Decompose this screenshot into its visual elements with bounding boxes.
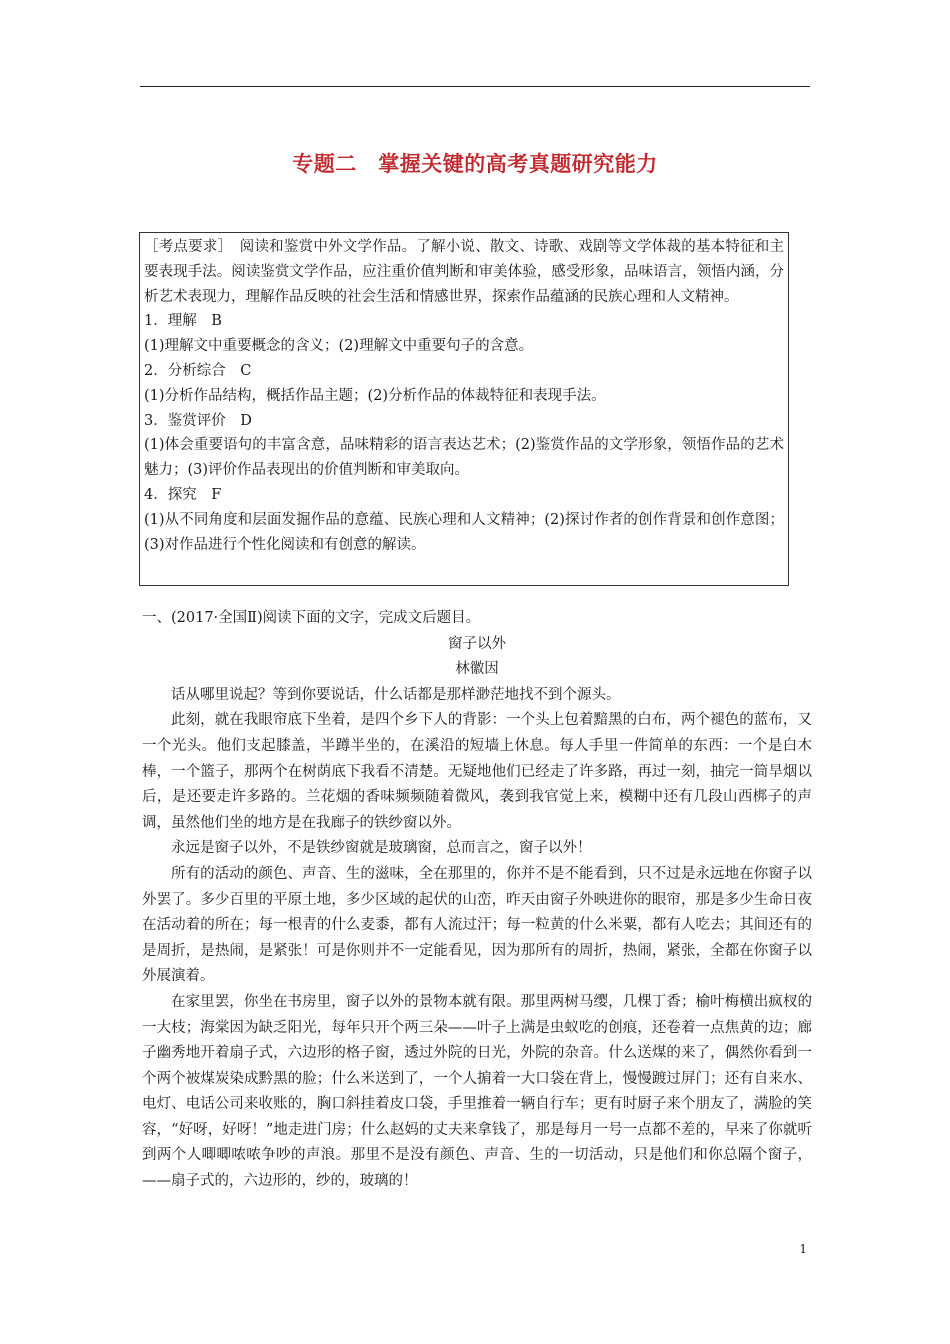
page-number: 1	[799, 1242, 807, 1256]
article-paragraph: 此刻，就在我眼帘底下坐着，是四个乡下人的背影：一个头上包着黯黑的白布，两个褪色的蓝布，又一个光头。他们支起膝盖，半蹲半坐的，在溪沿的短墙上休息。每人手里一件简单的东西：一个是白木棒，一个篮子，那两个在树荫底下我看不清楚。无疑地他们已经走了许多路，再过一刻，抽完一筒旱烟以后，是还要走许多路的。兰花烟的香味频频随着微风，袭到我官觉上来，模糊中还有几段山西梆子的声调，虽然他们坐的地方是在我廊子的铁纱窗以外。	[142, 712, 812, 831]
article-paragraph: 所有的活动的颜色、声音、生的滋味，全在那里的，你并不是不能看到，只不过是永远地在你窗子以外罢了。多少百里的平原土地，多少区域的起伏的山峦，昨天由窗子外映进你的眼帘，那是多少生命日夜在活动着的所在；每一根青的什么麦黍，都有人流过汗；每一粒黄的什么米粟，都有人吃去；其间还有的是周折，是热闹，是紧张！可是你则并不一定能看见，因为那所有的周折，热闹，紧张，全都在你窗子以外展演着。	[142, 865, 812, 985]
requirement-detail: (1)分析作品结构，概括作品主题；(2)分析作品的体裁特征和表现手法。	[144, 387, 606, 404]
requirement-detail: (1)理解文中重要概念的含义；(2)理解文中重要句子的含意。	[144, 338, 534, 355]
article-author: 林徽因	[455, 661, 499, 678]
page-title: 专题二 掌握关键的高考真题研究能力	[292, 152, 658, 176]
requirements-box	[139, 232, 789, 586]
requirement-heading: 3．鉴赏评价 D	[144, 412, 252, 429]
header-rule	[140, 86, 810, 87]
requirement-detail: (1)体会重要语句的丰富含意，品味精彩的语言表达艺术；(2)鉴赏作品的文学形象，领悟作品的艺术魅力；(3)评价作品表现出的价值判断和审美取向。	[144, 437, 784, 479]
requirements-intro: ［考点要求］ 阅读和鉴赏中外文学作品。了解小说、散文、诗歌、戏剧等文学体裁的基本特征和主要表现手法。阅读鉴赏文学作品，应注重价值判断和审美体验，感受形象，品味语言，领悟内涵，分析艺术表现力，理解作品反映的社会生活和情感世界，探索作品蕴涵的民族心理和人文精神。	[144, 239, 784, 305]
question-prompt: 一、(2017·全国Ⅱ)阅读下面的文字，完成文后题目。	[142, 610, 481, 626]
requirement-heading: 4．探究 F	[144, 486, 222, 503]
requirement-detail: (1)从不同角度和层面发掘作品的意蕴、民族心理和人文精神；(2)探讨作者的创作背景和创作意图；(3)对作品进行个性化阅读和有创意的解读。	[144, 511, 784, 553]
article-title: 窗子以外	[448, 635, 506, 652]
requirement-heading: 2．分析综合 C	[144, 362, 252, 379]
article-paragraph: 永远是窗子以外，不是铁纱窗就是玻璃窗，总而言之，窗子以外！	[171, 840, 592, 857]
question-section	[142, 606, 812, 1195]
requirement-heading: 1．理解 B	[144, 313, 222, 330]
article-paragraph: 话从哪里说起？等到你要说话，什么话都是那样渺茫地找不到个源头。	[171, 686, 621, 703]
article-paragraph: 在家里罢，你坐在书房里，窗子以外的景物本就有限。那里两树马缨，几棵丁香；榆叶梅横出疯杈的一大枝；海棠因为缺乏阳光，每年只开个两三朵——叶子上满是虫蚁吃的创痕，还卷着一点焦黄的边；廊子幽秀地开着扇子式，六边形的格子窗，透过外院的日光，外院的杂音。什么送煤的来了，偶然你看到一个两个被煤炭染成黔黑的脸；什么米送到了，一个人掮着一大口袋在背上，慢慢踱过屏门；还有自来水、电灯、电话公司来收账的，胸口斜挂着皮口袋，手里推着一辆自行车；更有时厨子来个朋友了，满脸的笑容，“好呀，好呀！”地走进门房；什么赵妈的丈夫来拿钱了，那是每月一号一点都不差的，早来了你就听到两个人唧唧哝哝争吵的声浪。那里不是没有颜色、声音、生的一切活动，只是他们和你总隔个窗子，——扇子式的，六边形的，纱的，玻璃的！	[142, 993, 812, 1190]
